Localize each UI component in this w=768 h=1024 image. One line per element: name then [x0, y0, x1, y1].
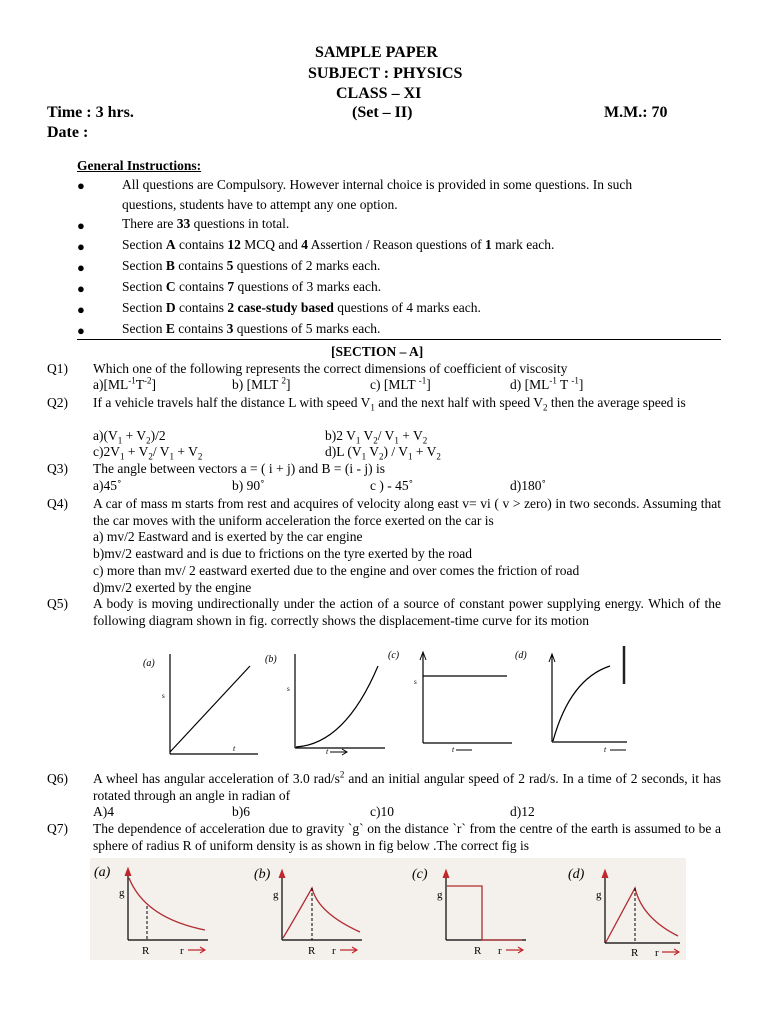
q6-option-a: A)4	[93, 804, 114, 819]
q6-option-b: b)6	[232, 804, 250, 819]
q5-c-t-label: t	[452, 745, 455, 754]
instruction-5: Section C contains 7 questions of 3 marks each.	[122, 279, 382, 294]
q6-text: A wheel has angular acceleration of 3.0 rad/$s^2$ and an initial angular speed of 2 rad/s. In a time of 2 seconds, it has rotated through an angle in radian of	[93, 769, 721, 803]
instruction-7: Section E contains 3 questions of 5 marks each.	[122, 321, 381, 336]
q7-c-g-label: g	[437, 889, 443, 901]
q5-b-t-label: t	[326, 747, 329, 756]
q3-number: Q3)	[47, 461, 68, 476]
q5-c-s-label: s	[414, 678, 417, 686]
q5-label-c: (c)	[388, 650, 400, 661]
q1-number: Q1)	[47, 361, 68, 376]
q6-number: Q6)	[47, 771, 68, 786]
q7-c-R-label: R	[474, 945, 482, 957]
q4-option-a: a) mv/2 Eastward and is exerted by the car engine	[93, 529, 363, 544]
q4-number: Q4)	[47, 496, 68, 511]
bullet-icon: ●	[77, 260, 85, 275]
q6-option-d: d)12	[510, 804, 535, 819]
q4-option-d: d)mv/2 exerted by the engine	[93, 580, 252, 595]
q7-a-r-label: r	[180, 945, 184, 957]
q4-text: A car of mass m starts from rest and acquires of velocity along east v= vi ( v > zero) in two seconds. Assuming that the car moves with the uniform acceleration the force exerted on the car is	[93, 496, 721, 528]
subject: SUBJECT : PHYSICS	[308, 65, 463, 82]
q7-a-R-label: R	[142, 945, 150, 957]
bullet-icon: ●	[77, 178, 85, 193]
q2-number: Q2)	[47, 395, 68, 410]
q7-b-r-label: r	[332, 945, 336, 957]
q4-option-c: c) more than mv/ 2 eastward exerted due to the engine and over comes the friction of road	[93, 563, 580, 578]
q5-a-curve	[170, 666, 250, 752]
q7-a-g-label: g	[119, 887, 125, 899]
instruction-4: Section B contains 5 questions of 2 marks each.	[122, 258, 381, 273]
bullet-icon: ●	[77, 281, 85, 296]
q7-b-g-label: g	[273, 889, 279, 901]
q2-option-b: b)2 $V_1$ $V_2/$ $V_1 + V_2$	[325, 428, 428, 446]
q5-label-d: (d)	[515, 650, 527, 661]
q3-option-b: b) 90˚	[232, 478, 265, 493]
q7-number: Q7)	[47, 821, 68, 836]
q5-b-s-label: s	[287, 685, 290, 693]
bullet-icon: ●	[77, 239, 85, 254]
q5-label-b: (b)	[265, 654, 277, 665]
divider	[77, 339, 721, 340]
q5-graph-b	[265, 654, 385, 756]
q5-a-s-label: s	[162, 692, 165, 700]
q1-option-b: b) [MLT $^2$]	[232, 375, 291, 392]
instruction-1-cont: questions, students have to attempt any one option.	[122, 197, 398, 212]
q1-option-c: c) [MLT $^{-1}$]	[370, 375, 431, 392]
q7-d-R-label: R	[631, 947, 639, 959]
q6-option-c: c)10	[370, 804, 394, 819]
q1-text: Which one of the following represents the correct dimensions of coefficient of viscosity	[93, 361, 568, 376]
paper-title: SAMPLE PAPER	[315, 44, 438, 61]
q7-d-r-label: r	[655, 947, 659, 959]
q5-d-t-label: t	[604, 745, 607, 754]
q7-label-d: (d)	[568, 867, 585, 882]
q2-text: If a vehicle travels half the distance L with speed $V_1$ and the next half with speed $V_2$ then the average speed is	[93, 395, 686, 413]
instruction-1: All questions are Compulsory. However internal choice is provided in some questions. In such	[122, 177, 633, 192]
q3-option-a: a)45˚	[93, 478, 122, 493]
q7-label-c: (c)	[412, 867, 428, 882]
q5-graph-a	[143, 654, 258, 754]
q1-option-a: $a)[ML^{-1}T^{-2}]$	[93, 375, 156, 392]
q3-text: The angle between vectors a = ( i + j) and B = (i - j) is	[93, 461, 385, 476]
q5-b-curve	[296, 666, 378, 747]
bullet-icon: ●	[77, 323, 85, 338]
instructions-heading: General Instructions:	[77, 158, 202, 173]
bullet-icon: ●	[77, 302, 85, 317]
set: (Set – II)	[352, 104, 413, 121]
q7-d-g-label: g	[596, 889, 602, 901]
q5-a-t-label: t	[233, 744, 236, 753]
q7-label-b: (b)	[254, 867, 271, 882]
class: CLASS – XI	[336, 85, 422, 102]
max-marks: M.M.: 70	[604, 104, 668, 121]
q2-option-a: $a)(V_1 + V_2)/2$	[93, 428, 166, 446]
q5-graphs-figure	[140, 644, 640, 766]
section-a-heading: [SECTION – A]	[331, 344, 424, 359]
q7-c-r-label: r	[498, 945, 502, 957]
q3-option-d: d)180˚	[510, 478, 546, 493]
q5-number: Q5)	[47, 596, 68, 611]
q2-option-c: $c)2V_1 + V_2/$ $V_1 + V_2$	[93, 444, 203, 462]
q7-text: The dependence of acceleration due to gravity `g` on the distance `r` from the centre of the earth is assumed to be a sphere of radius R of uniform density is as shown in fig below .The correct fig is	[93, 821, 721, 853]
q5-d-curve	[553, 666, 610, 741]
time: Time : 3 hrs.	[47, 104, 134, 121]
q5-label-a: (a)	[143, 658, 155, 669]
q3-option-c: c ) - 45˚	[370, 478, 414, 493]
q4-option-b: b)mv/2 eastward and is due to frictions on the tyre exerted by the road	[93, 546, 473, 561]
q5-graph-d	[515, 646, 627, 754]
instruction-3: Section A contains 12 MCQ and 4 Assertion / Reason questions of 1 mark each.	[122, 237, 555, 252]
q7-label-a: (a)	[94, 865, 111, 880]
q5-graph-c	[388, 650, 512, 754]
date: Date :	[47, 124, 89, 141]
instruction-6: Section D contains 2 case-study based questions of 4 marks each.	[122, 300, 481, 315]
q2-option-d: d)L ($V_1$ $V_2) / V_1 + V_2$	[325, 444, 441, 462]
q1-option-d: d) [$ML^{-1}$ T $^{-1}$]	[510, 375, 584, 392]
q7-graphs-figure	[90, 858, 686, 960]
instruction-2: There are 33 questions in total.	[122, 216, 290, 231]
bullet-icon: ●	[77, 218, 85, 233]
q5-text: A body is moving undirectionally under the action of a source of constant power supplying energy. Which of the following diagram shown in fig. correctly shows the displacement-time curve for its motion	[93, 596, 721, 628]
q7-b-R-label: R	[308, 945, 316, 957]
